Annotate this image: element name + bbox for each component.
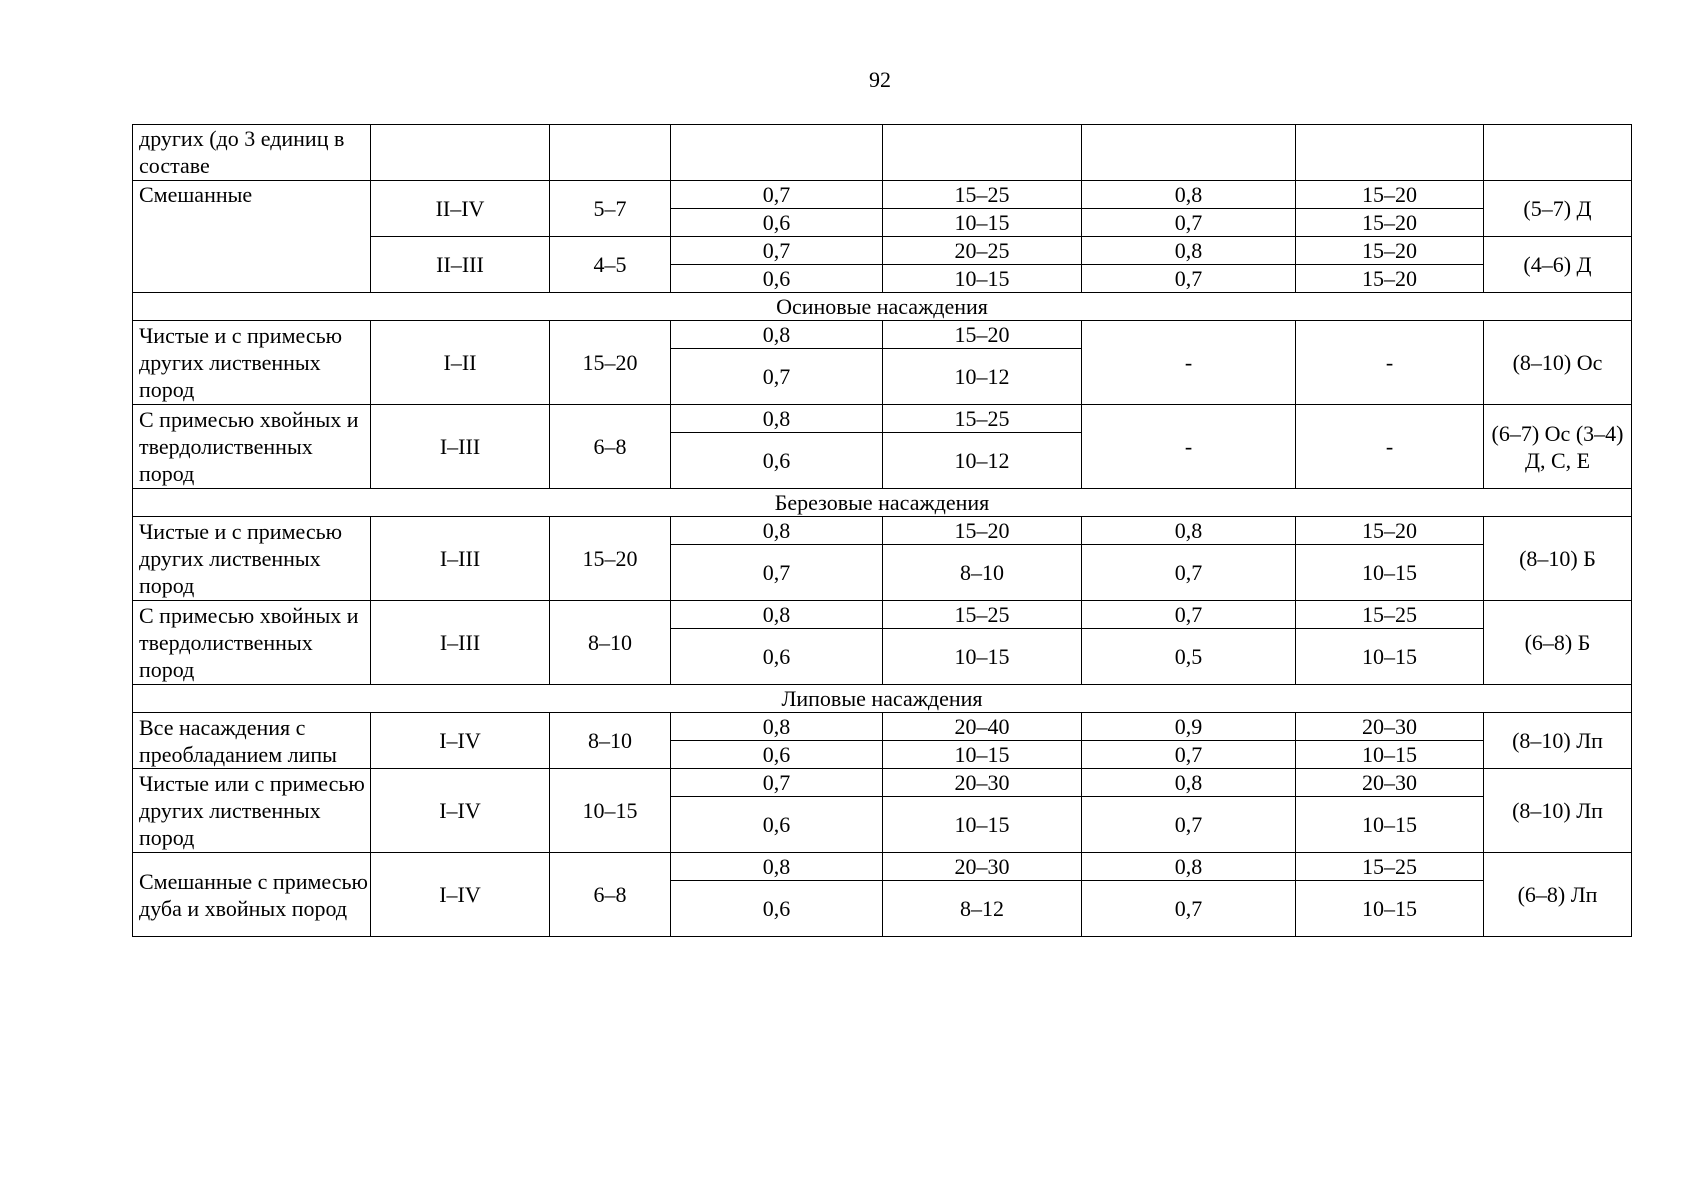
table-row: [133, 181, 1632, 209]
age-cell: 6–8: [550, 405, 671, 489]
table-row: [133, 405, 1632, 433]
bonitet-cell: I–III: [371, 601, 550, 685]
cell-empty: [671, 125, 883, 181]
age-cell: 8–10: [550, 713, 671, 769]
age-cell: 6–8: [550, 853, 671, 937]
range-cell: 15–20: [1296, 181, 1484, 209]
composition-cell: (4–6) Д: [1484, 237, 1632, 293]
composition-cell: (6–8) Лп: [1484, 853, 1632, 937]
density-cell: 0,7: [671, 181, 883, 209]
range-cell: 15–20: [883, 517, 1082, 545]
dash-cell: -: [1082, 321, 1296, 405]
range-cell: 10–15: [1296, 797, 1484, 853]
section-row: [133, 489, 1632, 517]
range-cell: 10–15: [883, 797, 1082, 853]
bonitet-cell: I–III: [371, 517, 550, 601]
composition-cell: (6–8) Б: [1484, 601, 1632, 685]
age-cell: 5–7: [550, 181, 671, 237]
range-cell: 10–15: [1296, 545, 1484, 601]
table-row: [133, 517, 1632, 545]
density-cell: 0,8: [671, 713, 883, 741]
bonitet-cell: I–IV: [371, 713, 550, 769]
age-cell: 4–5: [550, 237, 671, 293]
bonitet-cell: I–II: [371, 321, 550, 405]
row-label: Все насаждения с преобладанием липы: [133, 713, 371, 769]
density-cell: 0,5: [1082, 629, 1296, 685]
section-heading: Осиновые насаждения: [133, 293, 1632, 321]
composition-cell: (5–7) Д: [1484, 181, 1632, 237]
density-cell: 0,8: [1082, 237, 1296, 265]
density-cell: 0,6: [671, 265, 883, 293]
age-cell: 15–20: [550, 517, 671, 601]
bonitet-cell: I–IV: [371, 769, 550, 853]
row-label: Чистые и с примесью других лиственных пород: [133, 321, 371, 405]
range-cell: 15–20: [1296, 265, 1484, 293]
density-cell: 0,8: [671, 321, 883, 349]
table-row: [133, 713, 1632, 741]
age-cell: 8–10: [550, 601, 671, 685]
range-cell: 15–25: [1296, 601, 1484, 629]
section-row: [133, 685, 1632, 713]
range-cell: 10–15: [883, 629, 1082, 685]
density-cell: 0,7: [671, 769, 883, 797]
density-cell: 0,6: [671, 209, 883, 237]
cell-empty: [1484, 125, 1632, 181]
composition-cell: (8–10) Ос: [1484, 321, 1632, 405]
density-cell: 0,7: [1082, 797, 1296, 853]
row-label: С примесью хвойных и твердолиственных пород: [133, 601, 371, 685]
composition-cell: (8–10) Лп: [1484, 713, 1632, 769]
density-cell: 0,7: [1082, 601, 1296, 629]
density-cell: 0,7: [671, 349, 883, 405]
density-cell: 0,6: [671, 629, 883, 685]
age-cell: 15–20: [550, 321, 671, 405]
density-cell: 0,8: [671, 517, 883, 545]
section-row: [133, 293, 1632, 321]
density-cell: 0,6: [671, 433, 883, 489]
range-cell: 10–15: [883, 265, 1082, 293]
range-cell: 15–25: [883, 601, 1082, 629]
range-cell: 20–30: [1296, 713, 1484, 741]
row-label: Чистые и с примесью других лиственных пород: [133, 517, 371, 601]
range-cell: 15–20: [883, 321, 1082, 349]
cell-empty: [371, 125, 550, 181]
dash-cell: -: [1082, 405, 1296, 489]
row-label: С примесью хвойных и твердолиственных пород: [133, 405, 371, 489]
range-cell: 15–20: [1296, 209, 1484, 237]
composition-cell: (8–10) Лп: [1484, 769, 1632, 853]
table-row: [133, 853, 1632, 881]
section-heading: Липовые насаждения: [133, 685, 1632, 713]
composition-cell: (6–7) Ос (3–4) Д, С, Е: [1484, 405, 1632, 489]
bonitet-cell: I–III: [371, 405, 550, 489]
density-cell: 0,7: [1082, 545, 1296, 601]
table-row: [133, 601, 1632, 629]
density-cell: 0,7: [1082, 741, 1296, 769]
forest-table: [132, 124, 1632, 937]
section-heading: Березовые насаждения: [133, 489, 1632, 517]
range-cell: 20–30: [1296, 769, 1484, 797]
row-label: Смешанные: [133, 181, 371, 293]
table-row: [133, 125, 1632, 181]
density-cell: 0,6: [671, 881, 883, 937]
density-cell: 0,8: [671, 853, 883, 881]
density-cell: 0,8: [1082, 769, 1296, 797]
density-cell: 0,7: [671, 545, 883, 601]
range-cell: 15–25: [883, 405, 1082, 433]
page-number: 92: [869, 67, 891, 92]
density-cell: 0,8: [671, 405, 883, 433]
table-row: [133, 769, 1632, 797]
dash-cell: -: [1296, 321, 1484, 405]
range-cell: 15–25: [1296, 853, 1484, 881]
cell-empty: [1296, 125, 1484, 181]
range-cell: 10–15: [1296, 629, 1484, 685]
density-cell: 0,8: [1082, 181, 1296, 209]
range-cell: 10–15: [883, 209, 1082, 237]
composition-cell: (8–10) Б: [1484, 517, 1632, 601]
range-cell: 10–12: [883, 433, 1082, 489]
density-cell: 0,8: [1082, 853, 1296, 881]
density-cell: 0,8: [671, 601, 883, 629]
cell-empty: [550, 125, 671, 181]
density-cell: 0,8: [1082, 517, 1296, 545]
row-label: Смешанные с примесью дуба и хвойных пород: [133, 853, 371, 937]
density-cell: 0,9: [1082, 713, 1296, 741]
row-label: Чистые или с примесью других лиственных пород: [133, 769, 371, 853]
range-cell: 15–20: [1296, 517, 1484, 545]
range-cell: 10–15: [883, 741, 1082, 769]
range-cell: 15–20: [1296, 237, 1484, 265]
row-label: других (до 3 единиц в составе: [133, 125, 371, 181]
range-cell: 10–15: [1296, 741, 1484, 769]
density-cell: 0,7: [1082, 265, 1296, 293]
cell-empty: [1082, 125, 1296, 181]
range-cell: 20–25: [883, 237, 1082, 265]
density-cell: 0,7: [671, 237, 883, 265]
range-cell: 8–12: [883, 881, 1082, 937]
density-cell: 0,6: [671, 797, 883, 853]
dash-cell: -: [1296, 405, 1484, 489]
density-cell: 0,6: [671, 741, 883, 769]
range-cell: 15–25: [883, 181, 1082, 209]
bonitet-cell: II–III: [371, 237, 550, 293]
range-cell: 20–40: [883, 713, 1082, 741]
cell-empty: [883, 125, 1082, 181]
range-cell: 8–10: [883, 545, 1082, 601]
range-cell: 20–30: [883, 769, 1082, 797]
bonitet-cell: II–IV: [371, 181, 550, 237]
range-cell: 20–30: [883, 853, 1082, 881]
density-cell: 0,7: [1082, 209, 1296, 237]
density-cell: 0,7: [1082, 881, 1296, 937]
table-row: [133, 321, 1632, 349]
range-cell: 10–15: [1296, 881, 1484, 937]
bonitet-cell: I–IV: [371, 853, 550, 937]
age-cell: 10–15: [550, 769, 671, 853]
range-cell: 10–12: [883, 349, 1082, 405]
